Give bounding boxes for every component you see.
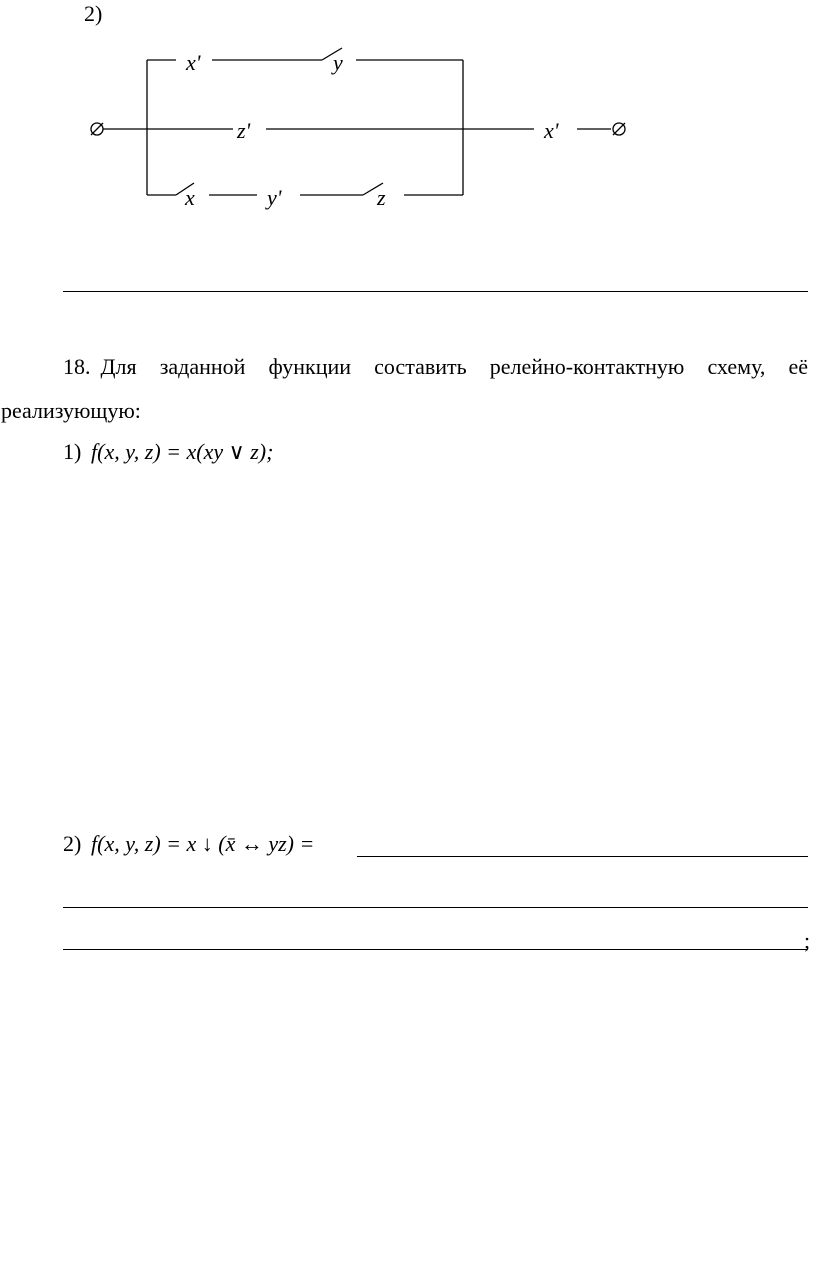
answer-line-1[interactable] (357, 856, 808, 857)
item-label-prev: 2) (84, 1, 103, 26)
contact-label-top-1: x' (186, 50, 201, 75)
item2-line-end: ; (804, 928, 811, 953)
answer-line-3[interactable] (63, 949, 807, 950)
item1-label: 1) (63, 439, 82, 464)
contact-label-bottom-2: y' (267, 185, 282, 210)
relay-circuit-diagram (0, 30, 816, 260)
contact-label-series: x' (544, 118, 559, 143)
task-number: 18. (63, 354, 91, 379)
contact-label-middle-1: z' (237, 118, 251, 143)
item1-formula: f(x, y, z) = x(xy ∨ z); (91, 439, 274, 464)
answer-line-prev (63, 291, 808, 292)
task-text (0, 345, 816, 433)
contact-label-top-2: y (333, 50, 343, 75)
contact-label-bottom-3: z (377, 185, 386, 210)
task-text-line1: Для заданной функции составить релейно-контактную схему, её (100, 354, 808, 379)
item2-label: 2) (63, 831, 82, 856)
answer-line-2[interactable] (63, 907, 808, 908)
task-text-line2: реализующую: (1, 398, 141, 423)
item2-formula: f(x, y, z) = x ↓ (x̄ ↔ yz) = (91, 831, 315, 856)
contact-label-bottom-1: x (185, 185, 195, 210)
